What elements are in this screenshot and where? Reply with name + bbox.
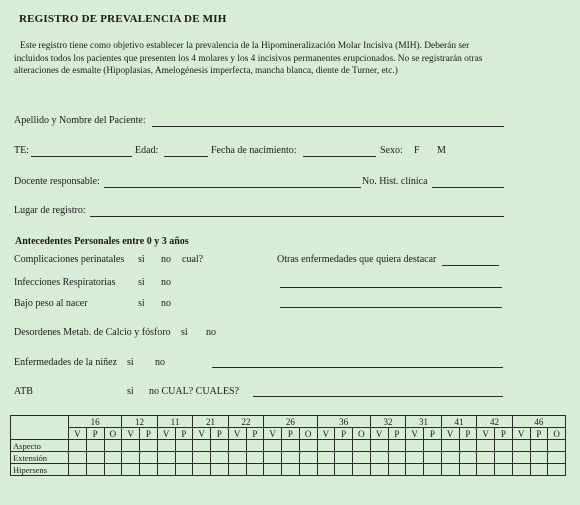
place-field[interactable] — [90, 216, 504, 217]
atb-no-which[interactable]: no CUAL? CUALES? — [149, 386, 239, 397]
form-title: REGISTRO DE PREVALENCIA DE MIH — [19, 13, 227, 25]
table-cell[interactable] — [424, 464, 442, 476]
childhood-no[interactable]: no — [155, 357, 165, 368]
low-weight-yes[interactable]: si — [138, 298, 145, 309]
table-cell[interactable] — [406, 452, 424, 464]
table-cell[interactable] — [299, 440, 317, 452]
table-cell[interactable] — [424, 452, 442, 464]
birthdate-label: Fecha de nacimiento: — [211, 145, 297, 156]
surface-code: P — [335, 428, 353, 440]
table-cell[interactable] — [406, 464, 424, 476]
table-cell[interactable] — [211, 440, 229, 452]
row-label: Aspecto — [11, 440, 69, 452]
table-cell[interactable] — [335, 440, 353, 452]
table-cell[interactable] — [246, 464, 264, 476]
table-cell[interactable] — [246, 440, 264, 452]
table-cell[interactable] — [104, 440, 122, 452]
table-cell[interactable] — [211, 452, 229, 464]
surface-code: P — [175, 428, 193, 440]
table-cell[interactable] — [264, 440, 282, 452]
tooth-number: 36 — [317, 416, 370, 428]
surface-code: V — [157, 428, 175, 440]
intro-line: alteraciones de esmalte (Hipoplasias, Amelogénesis imperfecta, mancha blanca, diente de Turner, etc.) — [14, 66, 398, 76]
table-cell[interactable] — [353, 440, 371, 452]
atb-label: ATB — [14, 386, 33, 397]
table-cell[interactable] — [140, 452, 158, 464]
intro-line: Este registro tiene como objetivo establecer la prevalencia de la Hipomineralización Molar Incisiva (MIH). Deberán ser — [20, 41, 470, 51]
table-cell[interactable] — [406, 440, 424, 452]
surface-code: O — [299, 428, 317, 440]
sex-option-m[interactable]: M — [437, 145, 446, 156]
surface-code: V — [69, 428, 87, 440]
other-diseases-field[interactable] — [442, 265, 499, 266]
surface-code: V — [370, 428, 388, 440]
surface-code: V — [512, 428, 530, 440]
patient-name-label: Apellido y Nombre del Paciente: — [14, 115, 146, 126]
tooth-number: 46 — [512, 416, 565, 428]
table-cell[interactable] — [441, 440, 459, 452]
tooth-number: 41 — [441, 416, 477, 428]
table-cell[interactable] — [193, 464, 211, 476]
te-label: TE: — [14, 145, 29, 156]
table-cell[interactable] — [175, 440, 193, 452]
surface-code: P — [424, 428, 442, 440]
surface-code: V — [317, 428, 335, 440]
surface-code: P — [246, 428, 264, 440]
table-cell[interactable] — [193, 440, 211, 452]
table-cell[interactable] — [282, 440, 300, 452]
surface-code: V — [406, 428, 424, 440]
table-cell[interactable] — [459, 464, 477, 476]
table-cell[interactable] — [512, 464, 530, 476]
table-cell[interactable] — [441, 452, 459, 464]
table-cell[interactable] — [228, 464, 246, 476]
table-cell[interactable] — [104, 464, 122, 476]
table-cell[interactable] — [157, 440, 175, 452]
other-diseases-line-3[interactable] — [280, 307, 502, 308]
tooth-number: 16 — [69, 416, 122, 428]
clinical-no-label: No. Hist. clínica — [362, 176, 428, 187]
table-row — [11, 440, 566, 452]
perinatal-label: Complicaciones perinatales — [14, 254, 125, 265]
metabolic-yes[interactable]: si — [181, 327, 188, 338]
surface-code: V — [264, 428, 282, 440]
table-cell[interactable] — [477, 440, 495, 452]
surface-code-row — [11, 428, 566, 440]
tooth-number: 26 — [264, 416, 317, 428]
intro-line: incluidos todos los pacientes que presenten los 4 molares y los 4 incisivos permanentes erupcionados. No se registrarán otras — [14, 53, 483, 64]
table-cell[interactable] — [388, 452, 406, 464]
surface-code: V — [441, 428, 459, 440]
table-cell[interactable] — [122, 464, 140, 476]
table-cell[interactable] — [246, 452, 264, 464]
table-cell[interactable] — [299, 464, 317, 476]
row-label: Extensión — [11, 452, 69, 464]
table-cell[interactable] — [104, 452, 122, 464]
table-cell[interactable] — [388, 440, 406, 452]
table-row — [11, 464, 566, 476]
atb-field[interactable] — [253, 396, 503, 397]
table-cell[interactable] — [388, 464, 406, 476]
respiratory-label: Infecciones Respiratorias — [14, 277, 116, 288]
surface-code: P — [495, 428, 513, 440]
table-cell[interactable] — [122, 440, 140, 452]
atb-yes[interactable]: si — [127, 386, 134, 397]
table-cell[interactable] — [353, 464, 371, 476]
table-cell[interactable] — [530, 464, 548, 476]
table-cell[interactable] — [264, 464, 282, 476]
sex-option-f[interactable]: F — [414, 145, 420, 156]
table-cell[interactable] — [512, 452, 530, 464]
table-cell[interactable] — [353, 452, 371, 464]
tooth-number: 22 — [228, 416, 264, 428]
form-intro — [14, 40, 566, 78]
table-cell[interactable] — [317, 440, 335, 452]
antecedents-heading: Antecedentes Personales entre 0 y 3 años — [15, 236, 189, 247]
other-diseases-label: Otras enfermedades que quiera destacar — [277, 254, 437, 265]
tooth-number: 42 — [477, 416, 513, 428]
surface-code: P — [86, 428, 104, 440]
tooth-number: 32 — [370, 416, 406, 428]
metabolic-label: Desordenes Metab. de Calcio y fósforo — [14, 327, 171, 338]
tooth-number: 21 — [193, 416, 229, 428]
table-cell[interactable] — [548, 452, 566, 464]
surface-code: P — [459, 428, 477, 440]
surface-code: V — [477, 428, 495, 440]
metabolic-no[interactable]: no — [206, 327, 216, 338]
table-cell[interactable] — [530, 440, 548, 452]
surface-code: O — [548, 428, 566, 440]
childhood-field[interactable] — [212, 367, 503, 368]
perinatal-no[interactable]: no — [161, 254, 171, 265]
table-cell[interactable] — [157, 452, 175, 464]
surface-code: P — [282, 428, 300, 440]
table-row — [11, 452, 566, 464]
respiratory-no[interactable]: no — [161, 277, 171, 288]
table-cell[interactable] — [69, 464, 87, 476]
table-cell[interactable] — [282, 452, 300, 464]
row-label: Hipersens — [11, 464, 69, 476]
table-cell[interactable] — [264, 452, 282, 464]
table-cell[interactable] — [140, 464, 158, 476]
childhood-yes[interactable]: si — [127, 357, 134, 368]
table-cell[interactable] — [86, 452, 104, 464]
table-cell[interactable] — [459, 440, 477, 452]
table-cell[interactable] — [495, 464, 513, 476]
table-cell[interactable] — [282, 464, 300, 476]
table-cell[interactable] — [157, 464, 175, 476]
perinatal-which-label: cual? — [182, 254, 204, 265]
low-weight-no[interactable]: no — [161, 298, 171, 309]
perinatal-yes[interactable]: si — [138, 254, 145, 265]
table-cell[interactable] — [317, 452, 335, 464]
surface-code: P — [140, 428, 158, 440]
age-label: Edad: — [135, 145, 159, 156]
table-cell[interactable] — [512, 440, 530, 452]
teeth-table — [10, 415, 566, 476]
table-cell[interactable] — [477, 452, 495, 464]
surface-code: P — [530, 428, 548, 440]
table-cell[interactable] — [370, 440, 388, 452]
table-cell[interactable] — [370, 464, 388, 476]
table-cell[interactable] — [175, 452, 193, 464]
surface-code: P — [211, 428, 229, 440]
tooth-number: 31 — [406, 416, 442, 428]
table-cell[interactable] — [441, 464, 459, 476]
teacher-field[interactable] — [104, 187, 361, 188]
table-cell[interactable] — [317, 464, 335, 476]
table-cell[interactable] — [86, 464, 104, 476]
low-weight-label: Bajo peso al nacer — [14, 298, 88, 309]
table-corner — [11, 416, 69, 428]
teeth-number-row — [11, 416, 566, 428]
clinical-no-field[interactable] — [432, 187, 504, 188]
table-cell[interactable] — [495, 452, 513, 464]
table-cell[interactable] — [228, 452, 246, 464]
tooth-number: 11 — [157, 416, 193, 428]
childhood-label: Enfermedades de la niñez — [14, 357, 118, 368]
table-cell[interactable] — [530, 452, 548, 464]
table-cell[interactable] — [140, 440, 158, 452]
table-cell[interactable] — [122, 452, 140, 464]
tooth-number: 12 — [122, 416, 158, 428]
table-cell[interactable] — [211, 464, 229, 476]
table-cell[interactable] — [495, 440, 513, 452]
table-cell[interactable] — [424, 440, 442, 452]
patient-name-field[interactable] — [152, 126, 504, 127]
table-cell[interactable] — [477, 464, 495, 476]
surface-code: V — [193, 428, 211, 440]
te-field[interactable] — [31, 156, 132, 157]
table-cell[interactable] — [459, 452, 477, 464]
table-cell[interactable] — [548, 440, 566, 452]
surface-code: V — [228, 428, 246, 440]
table-cell[interactable] — [299, 452, 317, 464]
place-label: Lugar de registro: — [14, 205, 86, 216]
table-cell[interactable] — [175, 464, 193, 476]
surface-code: O — [353, 428, 371, 440]
sex-label: Sexo: — [380, 145, 403, 156]
respiratory-yes[interactable]: si — [138, 277, 145, 288]
teacher-label: Docente responsable: — [14, 176, 100, 187]
age-field[interactable] — [164, 156, 208, 157]
table-cell[interactable] — [69, 440, 87, 452]
table-cell[interactable] — [86, 440, 104, 452]
table-corner — [11, 428, 69, 440]
surface-code: V — [122, 428, 140, 440]
other-diseases-line-2[interactable] — [280, 287, 502, 288]
table-cell[interactable] — [69, 452, 87, 464]
surface-code: O — [104, 428, 122, 440]
table-cell[interactable] — [193, 452, 211, 464]
table-cell[interactable] — [548, 464, 566, 476]
birthdate-field[interactable] — [303, 156, 376, 157]
surface-code: P — [388, 428, 406, 440]
table-cell[interactable] — [335, 452, 353, 464]
table-cell[interactable] — [228, 440, 246, 452]
table-cell[interactable] — [370, 452, 388, 464]
table-cell[interactable] — [335, 464, 353, 476]
